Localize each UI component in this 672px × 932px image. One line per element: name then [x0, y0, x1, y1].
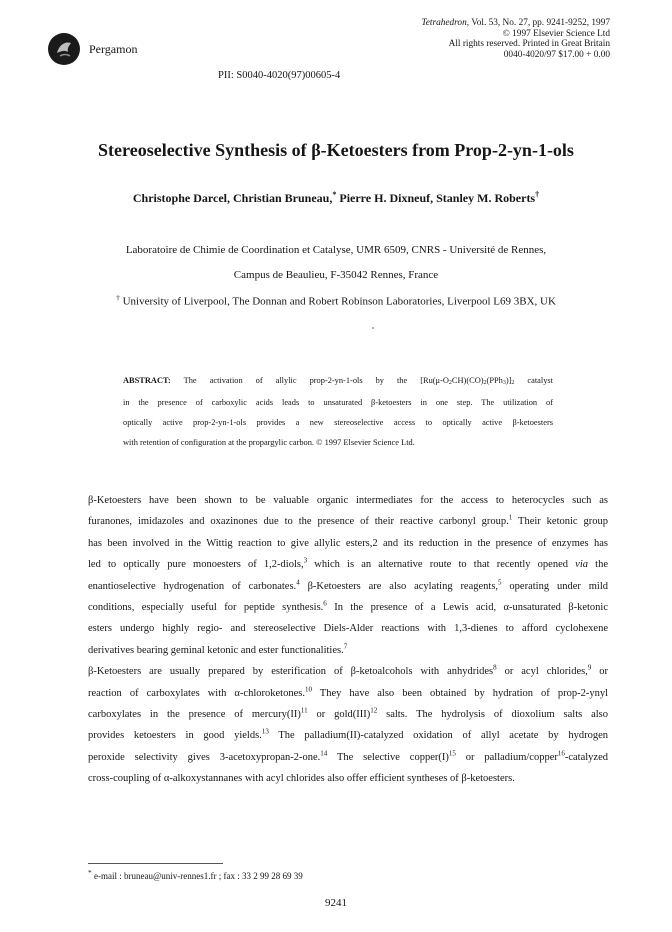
publisher-name: Pergamon: [89, 42, 138, 56]
body-line: conditions, especially useful for peptide synthesis.$^6$ In the presence of a Lewis acid, α-unsaturated β-ketonic: [88, 599, 609, 614]
journal-volume: Vol. 53, No. 27, pp. 9241-9252, 1997: [469, 18, 610, 28]
affiliation-mark: †: [535, 190, 540, 199]
body-line: cross-coupling of α-alkoxystannanes with acyl chlorides also offer efficient syntheses of β-ketoesters.: [88, 773, 515, 785]
journal-citation: [310, 18, 610, 60]
body-line: peroxide selectivity gives 3-acetoxypropan-2-one.$^{14}$ The selective $copper(I)^{15}$ or palladium/copper$^{16}$-catalyzed: [88, 749, 608, 763]
paper-title: Stereoselective Synthesis of β-Ketoesters from Prop-2-yn-1-ols: [98, 140, 574, 160]
page-number: 9241: [325, 897, 347, 909]
footnote-email: * e-mail : bruneau@univ-rennes1.fr ; fax : 33 2 99 28 69 39: [88, 868, 303, 881]
author-list: Christophe Darcel, Christian Bruneau,* Pierre H. Dixneuf, Stanley M. Roberts†: [132, 190, 540, 205]
body-line: β-Ketoesters are usually prepared by esterification of β-ketoalcohols with anhydrides$^8$ or acyl chlorides,$^9$ or: [88, 663, 608, 678]
journal-name: Tetrahedron,: [421, 18, 470, 28]
body-line: β-Ketoesters have been shown to be valuable organic intermediates for the access to heterocycles such as: [88, 495, 608, 506]
abstract-label: ABSTRACT:: [123, 376, 171, 385]
body-line: furanones, imidazoles and oxazinones due to the presence of their reactive carbonyl group.$^1$ Their ketonic group: [88, 513, 609, 528]
body-line: reaction of carboxylates with α-chloroketones.$^{10}$ They have also been obtained by hydration of prop-2-ynyl: [88, 685, 608, 699]
affiliation-rennes-line1: Laboratoire de Chimie de Coordination et Catalyse, UMR 6509, CNRS - Université de Rennes,: [125, 244, 547, 256]
affiliation-rennes-line2: Campus de Beaulieu, F-35042 Rennes, France: [233, 269, 439, 281]
body-line: enantioselective hydrogenation of carbonates.$^4$ β-Ketoesters are also acylating reagents,$^5$ operating under mild: [88, 578, 608, 592]
abstract-line: optically active prop-2-yn-1-ols provides a new stereoselective access to optically active β-ketoesters: [123, 418, 553, 427]
rights-line: All rights reserved. Printed in Great Britain: [448, 39, 610, 50]
abstract-line: with retention of configuration at the propargylic carbon. © 1997 Elsevier Science Ltd.: [123, 438, 415, 447]
copyright-line: © 1997 Elsevier Science Ltd: [502, 28, 610, 39]
body-text: [88, 490, 608, 790]
corresponding-author-mark: *: [332, 190, 337, 199]
body-line: provides ketoesters in good yields.$^{13}$ The palladium(II)-catalyzed oxidation of allyl acetate by hydrogen: [88, 727, 608, 742]
pii-identifier: PII: S0040-4020(97)00605-4: [218, 70, 341, 81]
footnote-divider: [88, 863, 223, 864]
pergamon-logo-icon: [48, 33, 80, 65]
body-line: led to optically pure monoesters of 1,2-diols,$^3$ which is an alternative route to that recently opened via the: [88, 556, 608, 571]
abstract-line: ABSTRACT: The activation of allylic prop-2-yn-1-ols by the $[Ru(\mu-O_2CH)(CO)_2(PPh_3)]_2$ catalyst: [123, 376, 553, 386]
stray-mark: [372, 327, 374, 329]
body-line: carboxylates in the presence of mercury(II)$^{11}$ or gold(III)$^{12}$ salts. The hydrolysis of dioxolium salts also: [88, 706, 608, 721]
abstract: [123, 371, 553, 453]
abstract-line: in the presence of carboxylic acids leads to unsaturated β-ketoesters in one step. The utilization of: [123, 398, 553, 407]
issn-price-line: 0040-4020/97 $17.00 + 0.00: [503, 49, 610, 60]
affiliation-liverpool: † University of Liverpool, The Donnan and Robert Robinson Laboratories, Liverpool L69 3BX, UK: [116, 293, 556, 308]
body-line: has been involved in the Wittig reaction to give allylic esters,2 and its reduction in the presence of enzymes has: [88, 537, 608, 549]
body-line: esters undergo highly regio- and stereoselective Diels-Alder reactions with 1,3-dienes to afford cyclohexene: [88, 623, 608, 635]
body-line: derivatives bearing geminal ketonic and ester functionalities.$^7$: [88, 642, 348, 656]
